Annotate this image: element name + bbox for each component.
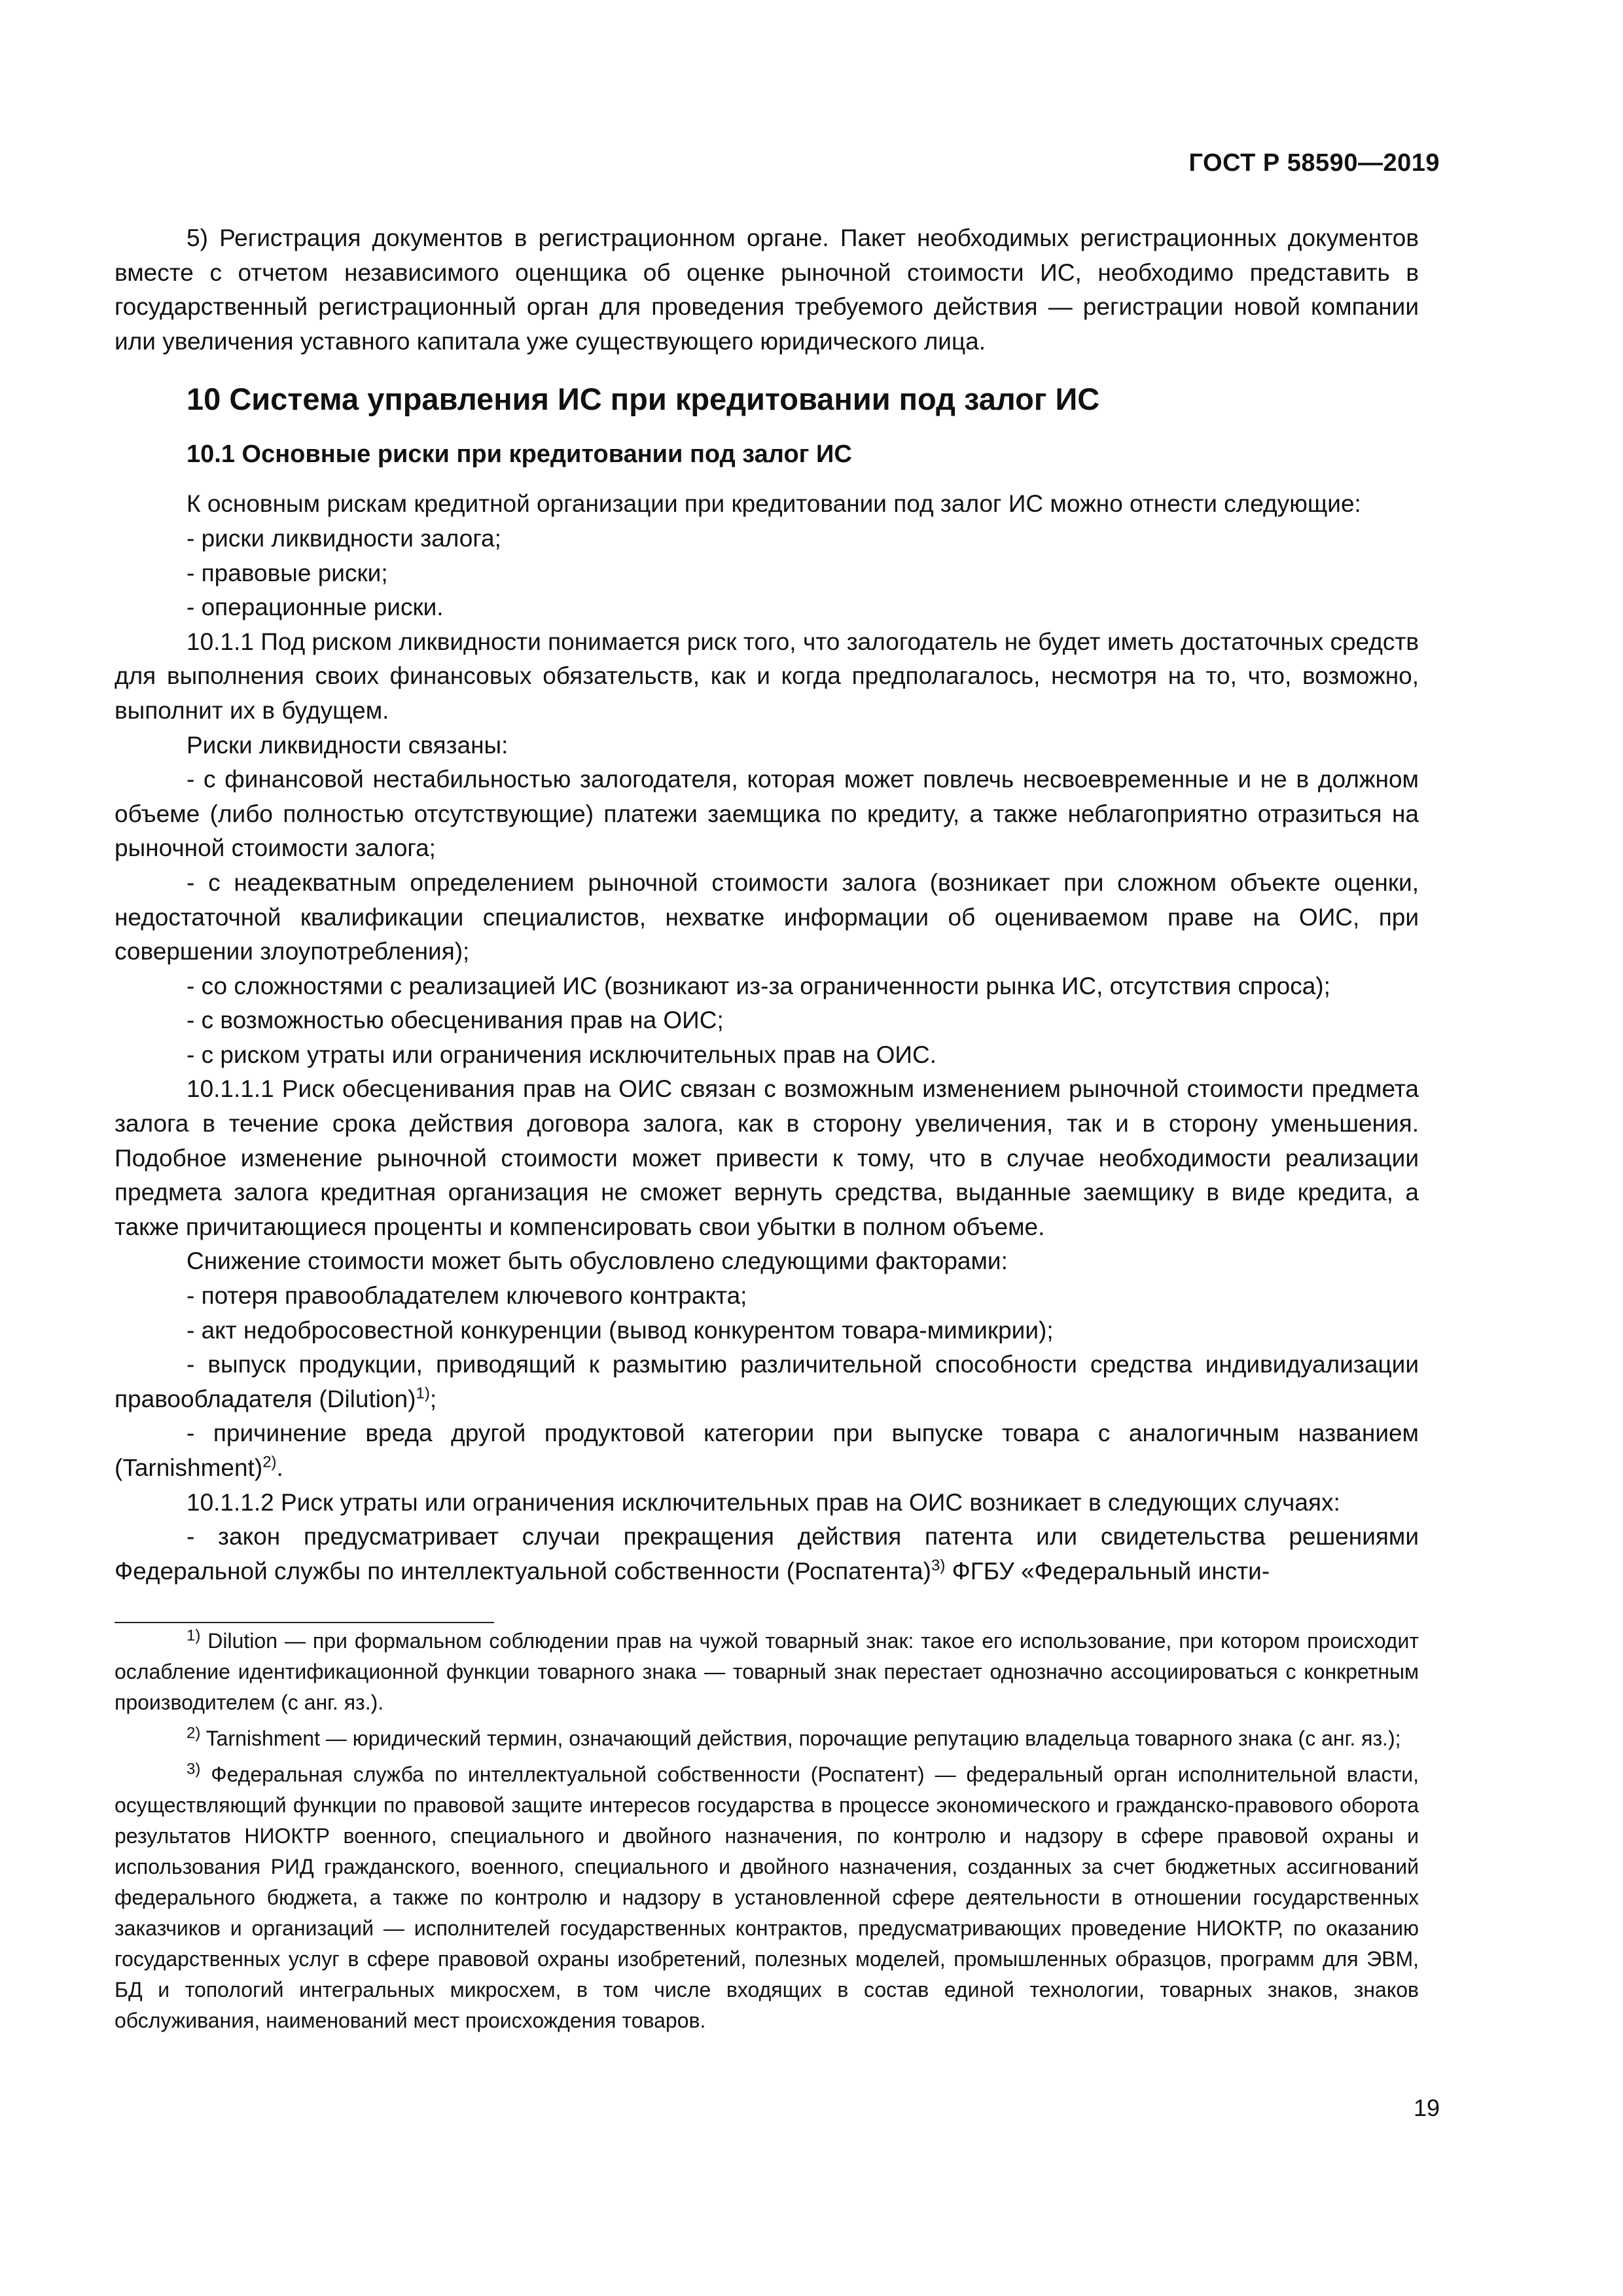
paragraph-10-1-1-2: 10.1.1.2 Риск утраты или ограничения исключительных прав на ОИС возникает в следующих случаях: xyxy=(187,1488,1340,1516)
section-title: 10 Система управления ИС при кредитовании под залог ИС xyxy=(187,382,1100,417)
footnote-divider xyxy=(115,1622,494,1623)
footnote-mark: 1) xyxy=(187,1626,201,1645)
list-item-end: . xyxy=(276,1454,283,1481)
paragraph-risks-intro: К основным рискам кредитной организации при кредитовании под залог ИС можно отнести следующие: xyxy=(187,490,1361,518)
list-item: - с неадекватным определением рыночной стоимости залога (возникает при сложном объекте оценки, недостаточной квалификации специалистов, нехватке информации об оцениваемом праве на ОИС, при совершении злоупотребления); xyxy=(115,869,1419,965)
subsection-title: 10.1 Основные риски при кредитовании под залог ИС xyxy=(187,440,852,469)
footnote-mark: 2) xyxy=(187,1724,201,1742)
footnote-ref[interactable]: 2) xyxy=(262,1453,277,1471)
list-item: - со сложностями с реализацией ИС (возникают из-за ограниченности рынка ИС, отсутствия спроса); xyxy=(187,972,1330,999)
list-item: - с риском утраты или ограничения исключительных прав на ОИС. xyxy=(187,1041,937,1068)
paragraph-10-1-1: 10.1.1 Под риском ликвидности понимается риск того, что залогодатель не будет иметь достаточных средств для выполнения своих финансовых обязательств, как и когда предполагалось, несмотря на то, что, возможно, выполнит их в будущем. xyxy=(115,628,1419,724)
list-item: - операционные риски. xyxy=(187,594,444,621)
list-item-text: - выпуск продукции, приводящий к размытию различительной способности средства индивидуализации правообладателя (Dilution) xyxy=(115,1351,1419,1412)
footnote-2 xyxy=(115,1723,1419,1754)
footnote-1 xyxy=(115,1626,1419,1718)
list-item: - с возможностью обесценивания прав на ОИС; xyxy=(187,1007,724,1034)
list-item xyxy=(115,1520,1419,1588)
paragraph-decline-intro: Снижение стоимости может быть обусловлено следующими факторами: xyxy=(187,1247,1008,1275)
footnote-text: Tarnishment — юридический термин, означающий действия, порочащие репутацию владельца товарного знака (с анг. яз.); xyxy=(200,1727,1401,1750)
page-number: 19 xyxy=(1413,2094,1440,2121)
document-body xyxy=(115,221,1419,1588)
list-item-end: ; xyxy=(429,1385,437,1412)
footnote-ref[interactable]: 3) xyxy=(931,1556,946,1575)
document-header-id: ГОСТ Р 58590—2019 xyxy=(1188,149,1440,177)
footnote-ref[interactable]: 1) xyxy=(416,1384,430,1403)
list-item-text: - закон предусматривает случаи прекращения действия патента или свидетельства решениями Федеральной службы по интеллектуальной собственности (Роспатента) xyxy=(115,1523,1419,1585)
list-item-end: ФГБУ «Федеральный инсти- xyxy=(945,1557,1270,1585)
footnote-mark: 3) xyxy=(187,1760,201,1778)
list-item: - потеря правообладателем ключевого контракта; xyxy=(187,1282,747,1310)
list-item: - с финансовой нестабильностью залогодателя, которая может повлечь несвоевременные и не в должном объеме (либо полностью отсутствующие) платежи заемщика по кредиту, а также неблагоприятно отразиться на рыночной стоимости залога; xyxy=(115,766,1419,862)
paragraph-liquidity-intro: Риски ликвидности связаны: xyxy=(187,731,508,759)
list-item xyxy=(115,1348,1419,1416)
footnotes xyxy=(115,1626,1419,2041)
paragraph-10-1-1-1: 10.1.1.1 Риск обесценивания прав на ОИС связан с возможным изменением рыночной стоимости предмета залога в течение срока действия договора залога, как в сторону увеличения, так и в сторону уменьшения. Подобное изменение рыночной стоимости может привести к тому, что в случае необходимости реализации предмета залога кредитная организация не сможет вернуть средства, выданные заемщику в виде кредита, а также причитающиеся проценты и компенсировать свои убытки в полном объеме. xyxy=(115,1075,1419,1240)
footnote-text: Dilution — при формальном соблюдении прав на чужой товарный знак: такое его использование, при котором происходит ослабление идентификационной функции товарного знака — товарный знак перестает однозначно ассоциироваться с конкретным производителем (с анг. яз.). xyxy=(115,1629,1419,1714)
footnote-text: Федеральная служба по интеллектуальной собственности (Роспатент) — федеральный орган исполнительной власти, осуществляющий функции по правовой защите интересов государства в процессе экономического и гражданско-правового оборота результатов НИОКТР военного, специального и двойного назначения, по контролю и надзору в сфере правовой охраны и использования РИД гражданского, военного, специального и двойного назначения, созданных за счет бюджетных ассигнований федерального бюджета, а также по контролю и надзору в установленной сфере деятельности в отношении государственных заказчиков и организаций — исполнителей государственных контрактов, предусматривающих проведение НИОКТР, по оказанию государственных услуг в сфере правовой охраны изобретений, полезных моделей, промышленных образцов, программ для ЭВМ, БД и топологий интегральных микросхем, в том числе входящих в состав единой технологии, товарных знаков, знаков обслуживания, наименований мест происхождения товаров. xyxy=(115,1763,1419,2032)
list-item: - риски ликвидности залога; xyxy=(187,524,501,552)
list-item-text: - причинение вреда другой продуктовой категории при выпуске товара с аналогичным названием (Tarnishment) xyxy=(115,1420,1419,1481)
intro-paragraph: 5) Регистрация документов в регистрационном органе. Пакет необходимых регистрационных документов вместе с отчетом независимого оценщика об оценке рыночной стоимости ИС, необходимо представить в государственный регистрационный орган для проведения требуемого действия — регистрации новой компании или увеличения уставного капитала уже существующего юридического лица. xyxy=(115,224,1419,355)
list-item: - правовые риски; xyxy=(187,559,388,586)
list-item xyxy=(115,1416,1419,1485)
list-item: - акт недобросовестной конкуренции (вывод конкурентом товара-мимикрии); xyxy=(187,1316,1054,1344)
footnote-3 xyxy=(115,1759,1419,2036)
